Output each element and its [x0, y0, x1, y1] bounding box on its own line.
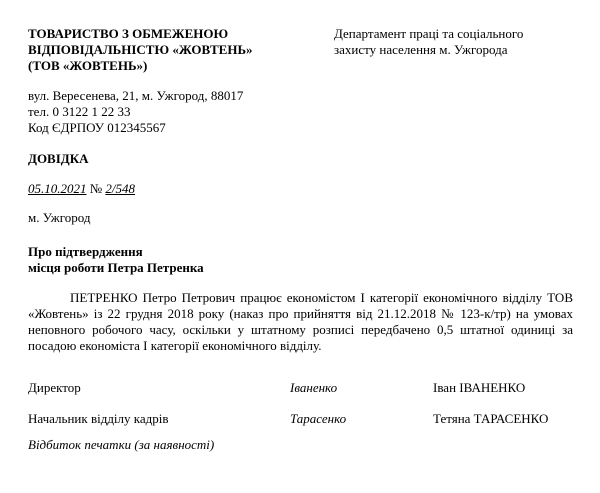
- body-paragraph: ПЕТРЕНКО Петро Петрович працює економістом І категорії економічного відділу ТОВ «Жовтень» із 22 грудня 2018 року (наказ про прийняття від 21.12.2018 № 123-к/тр) на умовах неповного робочого часу, оскільки у штатному розписі передбачено 0,5 штатної одиниці за посадою економіста І категорії економічного відділу.: [28, 290, 573, 353]
- signature-mark: Тарасенко: [290, 411, 347, 426]
- recipient-line-1: Департамент праці та соціального: [334, 26, 524, 41]
- signature-role: Начальник відділу кадрів: [28, 411, 169, 426]
- subject-line-2: місця роботи Петра Петренка: [28, 260, 204, 275]
- company-address-block: [28, 88, 243, 136]
- recipient-block: [334, 26, 523, 58]
- company-name-line-1: ТОВАРИСТВО З ОБМЕЖЕНОЮ: [28, 26, 229, 41]
- document-date: 05.10.2021: [28, 181, 87, 196]
- document-title: ДОВІДКА: [28, 151, 89, 166]
- document-city: м. Ужгород: [28, 210, 91, 225]
- company-street: вул. Вересенева, 21, м. Ужгород, 88017: [28, 88, 244, 103]
- subject-line-1: Про підтвердження: [28, 244, 143, 259]
- company-edrpou: Код ЄДРПОУ 012345567: [28, 120, 166, 135]
- signature-row-director: [0, 380, 600, 396]
- signature-row-hr-head: [0, 411, 600, 427]
- company-short-name: (ТОВ «ЖОВТЕНЬ»): [28, 58, 148, 73]
- company-phone: тел. 0 3122 1 22 33: [28, 104, 131, 119]
- document-subject: [28, 244, 204, 276]
- signature-mark: Іваненко: [290, 380, 338, 395]
- company-name-line-2: ВІДПОВІДАЛЬНІСТЮ «ЖОВТЕНЬ»: [28, 42, 253, 57]
- company-header: [28, 26, 253, 74]
- signature-name: Іван ІВАНЕНКО: [433, 380, 526, 395]
- date-number-line: [28, 181, 135, 197]
- document-number: 2/548: [105, 181, 136, 196]
- recipient-line-2: захисту населення м. Ужгорода: [334, 42, 508, 57]
- signature-name: Тетяна ТАРАСЕНКО: [433, 411, 549, 426]
- number-sign: №: [89, 181, 103, 196]
- stamp-note: Відбиток печатки (за наявності): [28, 437, 215, 452]
- signature-role: Директор: [28, 380, 81, 395]
